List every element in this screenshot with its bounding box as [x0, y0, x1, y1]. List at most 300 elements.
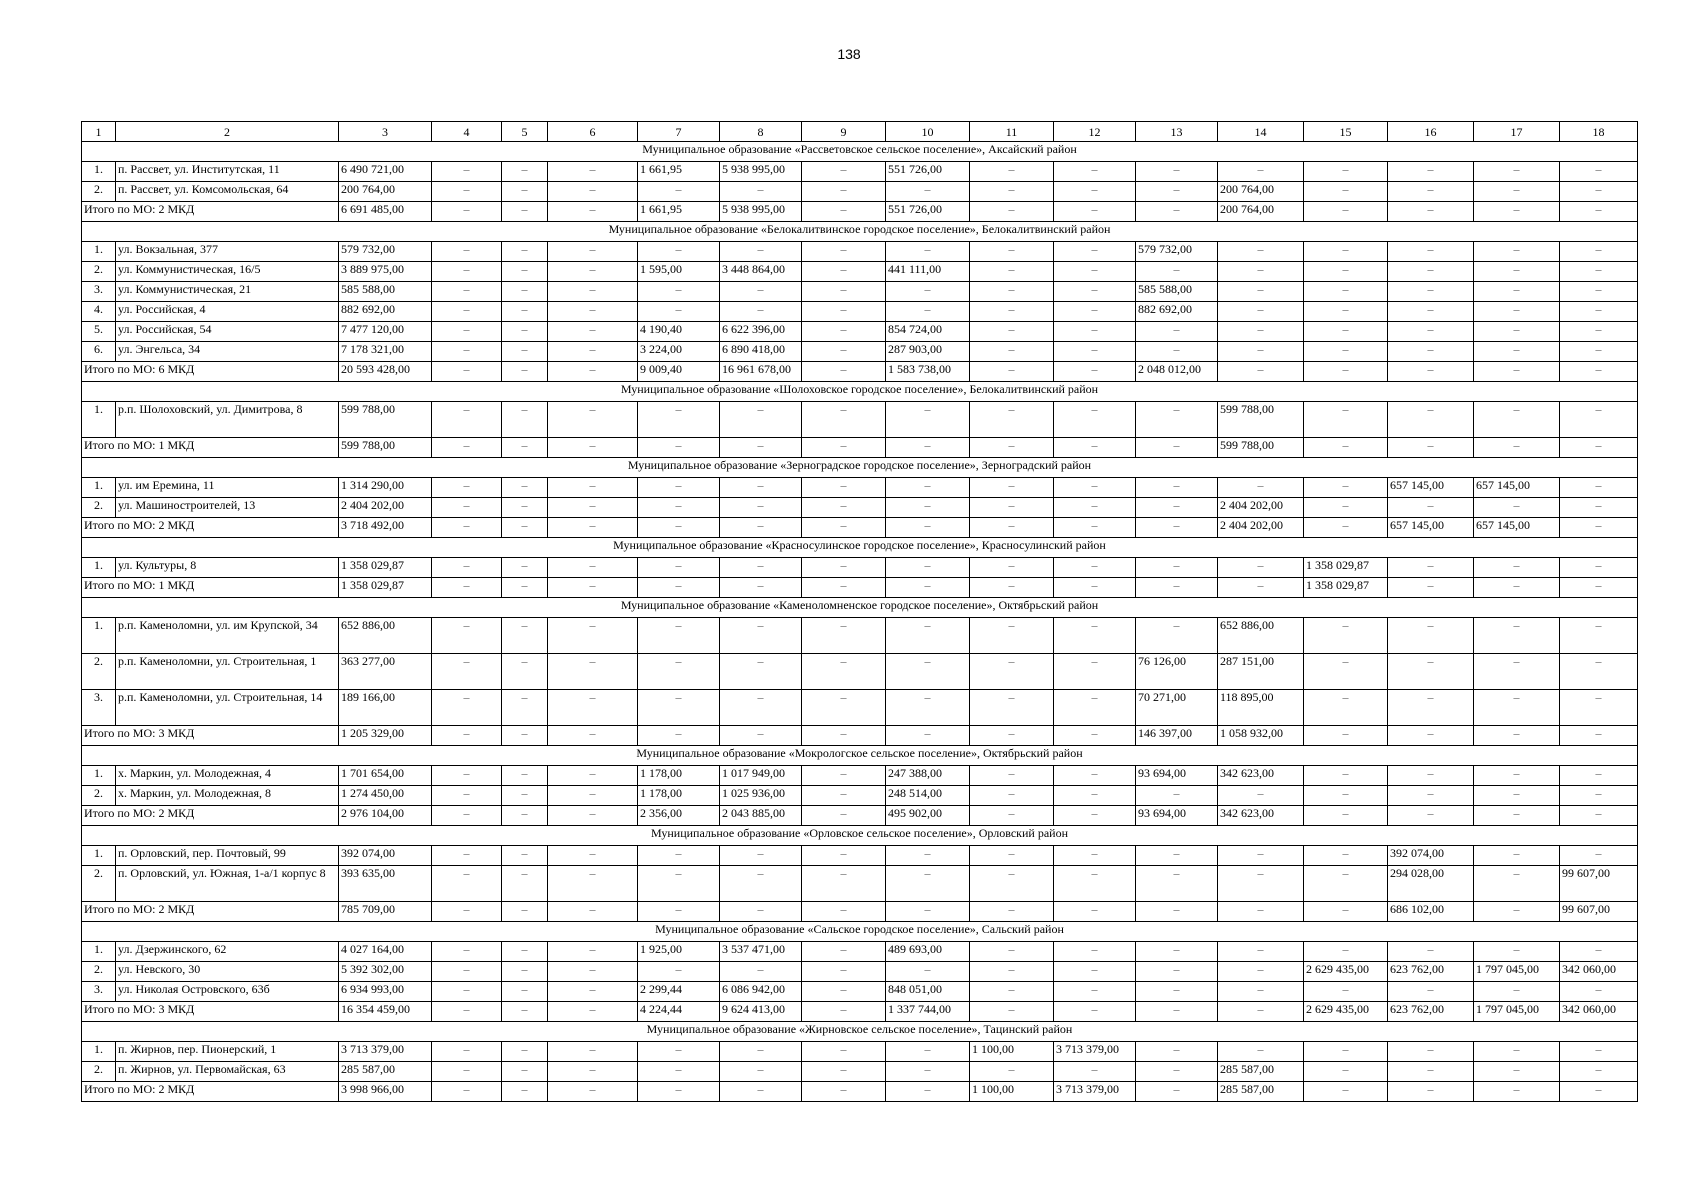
cell-col-3: 7 477 120,00 — [339, 322, 432, 342]
repair-cost-table — [81, 121, 1638, 1102]
total-col-3: 2 976 104,00 — [339, 806, 432, 826]
cell-col-10: – — [886, 618, 970, 654]
cell-col-5: – — [502, 242, 548, 262]
total-col-18: – — [1560, 1082, 1638, 1102]
cell-col-17: – — [1474, 182, 1560, 202]
total-col-4: – — [432, 362, 502, 382]
cell-col-11: – — [970, 982, 1054, 1002]
cell-col-17: – — [1474, 786, 1560, 806]
cell-col-14: 118 895,00 — [1218, 690, 1304, 726]
cell-col-16: – — [1388, 402, 1474, 438]
cell-col-7: – — [638, 618, 720, 654]
cell-col-18: – — [1560, 846, 1638, 866]
total-col-15: – — [1304, 438, 1388, 458]
table-row — [82, 322, 1638, 342]
cell-col-18: – — [1560, 402, 1638, 438]
cell-col-4: – — [432, 942, 502, 962]
cell-col-15: – — [1304, 182, 1388, 202]
cell-col-6: – — [548, 402, 638, 438]
total-col-14: 285 587,00 — [1218, 1082, 1304, 1102]
cell-col-17: 1 797 045,00 — [1474, 962, 1560, 982]
cell-col-10: – — [886, 962, 970, 982]
table-row — [82, 654, 1638, 690]
cell-col-15: – — [1304, 162, 1388, 182]
cell-col-14: – — [1218, 478, 1304, 498]
cell-col-13: – — [1136, 322, 1218, 342]
column-number: 17 — [1474, 122, 1560, 142]
total-col-16: – — [1388, 726, 1474, 746]
total-col-7: 1 661,95 — [638, 202, 720, 222]
total-col-11: – — [970, 726, 1054, 746]
total-label: Итого по МО: 6 МКД — [82, 362, 339, 382]
total-row — [82, 578, 1638, 598]
cell-col-3: 363 277,00 — [339, 654, 432, 690]
cell-col-14: – — [1218, 558, 1304, 578]
building-address: х. Маркин, ул. Молодежная, 8 — [116, 786, 339, 806]
total-col-11: – — [970, 1002, 1054, 1022]
total-col-17: 1 797 045,00 — [1474, 1002, 1560, 1022]
row-number: 4. — [82, 302, 116, 322]
cell-col-10: – — [886, 302, 970, 322]
cell-col-14: – — [1218, 982, 1304, 1002]
column-number: 14 — [1218, 122, 1304, 142]
cell-col-4: – — [432, 242, 502, 262]
cell-col-13: – — [1136, 982, 1218, 1002]
cell-col-12: 3 713 379,00 — [1054, 1042, 1136, 1062]
cell-col-17: 657 145,00 — [1474, 478, 1560, 498]
cell-col-3: 392 074,00 — [339, 846, 432, 866]
cell-col-8: 1 025 936,00 — [720, 786, 802, 806]
total-col-11: – — [970, 438, 1054, 458]
cell-col-3: 189 166,00 — [339, 690, 432, 726]
cell-col-9: – — [802, 182, 886, 202]
cell-col-5: – — [502, 402, 548, 438]
table-row — [82, 302, 1638, 322]
total-col-8: 5 938 995,00 — [720, 202, 802, 222]
cell-col-10: – — [886, 402, 970, 438]
total-col-7: – — [638, 578, 720, 598]
cell-col-6: – — [548, 1062, 638, 1082]
total-col-9: – — [802, 438, 886, 458]
row-number: 1. — [82, 402, 116, 438]
cell-col-6: – — [548, 654, 638, 690]
cell-col-18: – — [1560, 654, 1638, 690]
building-address: х. Маркин, ул. Молодежная, 4 — [116, 766, 339, 786]
total-col-6: – — [548, 438, 638, 458]
cell-col-18: – — [1560, 942, 1638, 962]
cell-col-12: – — [1054, 498, 1136, 518]
cell-col-6: – — [548, 242, 638, 262]
cell-col-8: 6 890 418,00 — [720, 342, 802, 362]
table-row — [82, 402, 1638, 438]
total-col-12: – — [1054, 806, 1136, 826]
section-title: Муниципальное образование «Каменоломненское городское поселение», Октябрьский район — [82, 598, 1638, 618]
cell-col-16: – — [1388, 498, 1474, 518]
cell-col-11: – — [970, 766, 1054, 786]
total-col-15: – — [1304, 726, 1388, 746]
row-number: 2. — [82, 262, 116, 282]
building-address: ул. им Еремина, 11 — [116, 478, 339, 498]
total-label: Итого по МО: 3 МКД — [82, 726, 339, 746]
total-col-13: – — [1136, 438, 1218, 458]
total-col-12: – — [1054, 518, 1136, 538]
total-col-11: – — [970, 578, 1054, 598]
cell-col-6: – — [548, 498, 638, 518]
cell-col-18: 99 607,00 — [1560, 866, 1638, 902]
cell-col-18: – — [1560, 498, 1638, 518]
total-label: Итого по МО: 2 МКД — [82, 1082, 339, 1102]
total-col-11: – — [970, 806, 1054, 826]
cell-col-4: – — [432, 786, 502, 806]
total-col-16: – — [1388, 202, 1474, 222]
cell-col-9: – — [802, 1042, 886, 1062]
cell-col-5: – — [502, 322, 548, 342]
section-title: Муниципальное образование «Орловское сельское поселение», Орловский район — [82, 826, 1638, 846]
cell-col-12: – — [1054, 618, 1136, 654]
total-row — [82, 202, 1638, 222]
total-col-5: – — [502, 202, 548, 222]
cell-col-10: – — [886, 866, 970, 902]
cell-col-4: – — [432, 766, 502, 786]
row-number: 1. — [82, 618, 116, 654]
cell-col-3: 579 732,00 — [339, 242, 432, 262]
cell-col-13: – — [1136, 618, 1218, 654]
cell-col-6: – — [548, 942, 638, 962]
cell-col-10: 248 514,00 — [886, 786, 970, 806]
cell-col-13: – — [1136, 846, 1218, 866]
total-col-7: 2 356,00 — [638, 806, 720, 826]
cell-col-12: – — [1054, 786, 1136, 806]
cell-col-11: – — [970, 866, 1054, 902]
cell-col-5: – — [502, 1062, 548, 1082]
cell-col-9: – — [802, 478, 886, 498]
cell-col-14: – — [1218, 866, 1304, 902]
table-row — [82, 182, 1638, 202]
cell-col-6: – — [548, 846, 638, 866]
section-header-row — [82, 382, 1638, 402]
cell-col-16: – — [1388, 302, 1474, 322]
cell-col-9: – — [802, 982, 886, 1002]
cell-col-18: – — [1560, 242, 1638, 262]
cell-col-18: – — [1560, 558, 1638, 578]
cell-col-10: – — [886, 1062, 970, 1082]
cell-col-5: – — [502, 618, 548, 654]
total-col-8: – — [720, 578, 802, 598]
table-row — [82, 498, 1638, 518]
column-number-row — [82, 122, 1638, 142]
cell-col-6: – — [548, 282, 638, 302]
total-col-13: 146 397,00 — [1136, 726, 1218, 746]
cell-col-14: 652 886,00 — [1218, 618, 1304, 654]
cell-col-6: – — [548, 618, 638, 654]
cell-col-12: – — [1054, 402, 1136, 438]
total-col-13: – — [1136, 518, 1218, 538]
total-col-5: – — [502, 578, 548, 598]
cell-col-9: – — [802, 282, 886, 302]
building-address: п. Орловский, ул. Южная, 1-а/1 корпус 8 — [116, 866, 339, 902]
building-address: ул. Культуры, 8 — [116, 558, 339, 578]
column-number: 1 — [82, 122, 116, 142]
cell-col-12: – — [1054, 982, 1136, 1002]
total-col-17: – — [1474, 902, 1560, 922]
cell-col-16: – — [1388, 282, 1474, 302]
cell-col-8: – — [720, 282, 802, 302]
cell-col-17: – — [1474, 866, 1560, 902]
total-col-18: – — [1560, 202, 1638, 222]
cell-col-10: – — [886, 242, 970, 262]
building-address: р.п. Каменоломни, ул. Строительная, 1 — [116, 654, 339, 690]
cell-col-13: – — [1136, 786, 1218, 806]
cell-col-8: – — [720, 402, 802, 438]
cell-col-16: – — [1388, 618, 1474, 654]
table-row — [82, 942, 1638, 962]
cell-col-15: – — [1304, 982, 1388, 1002]
total-col-6: – — [548, 362, 638, 382]
total-col-8: – — [720, 438, 802, 458]
cell-col-3: 1 358 029,87 — [339, 558, 432, 578]
table-row — [82, 162, 1638, 182]
cell-col-9: – — [802, 766, 886, 786]
cell-col-8: – — [720, 302, 802, 322]
cell-col-18: – — [1560, 302, 1638, 322]
cell-col-18: – — [1560, 786, 1638, 806]
cell-col-17: – — [1474, 1042, 1560, 1062]
cell-col-13: – — [1136, 162, 1218, 182]
cell-col-7: – — [638, 282, 720, 302]
cell-col-15: – — [1304, 866, 1388, 902]
cell-col-15: – — [1304, 342, 1388, 362]
total-col-7: 9 009,40 — [638, 362, 720, 382]
cell-col-14: 285 587,00 — [1218, 1062, 1304, 1082]
column-number: 10 — [886, 122, 970, 142]
column-number: 18 — [1560, 122, 1638, 142]
cell-col-18: – — [1560, 982, 1638, 1002]
cell-col-9: – — [802, 618, 886, 654]
cell-col-4: – — [432, 654, 502, 690]
cell-col-5: – — [502, 654, 548, 690]
cell-col-3: 1 274 450,00 — [339, 786, 432, 806]
cell-col-3: 1 701 654,00 — [339, 766, 432, 786]
cell-col-16: 294 028,00 — [1388, 866, 1474, 902]
cell-col-3: 599 788,00 — [339, 402, 432, 438]
cell-col-7: – — [638, 690, 720, 726]
cell-col-7: 1 925,00 — [638, 942, 720, 962]
total-col-3: 1 358 029,87 — [339, 578, 432, 598]
section-header-row — [82, 826, 1638, 846]
cell-col-9: – — [802, 342, 886, 362]
column-number: 13 — [1136, 122, 1218, 142]
cell-col-12: – — [1054, 242, 1136, 262]
cell-col-13: 579 732,00 — [1136, 242, 1218, 262]
total-col-11: – — [970, 362, 1054, 382]
cell-col-15: – — [1304, 1062, 1388, 1082]
cell-col-8: – — [720, 654, 802, 690]
cell-col-3: 652 886,00 — [339, 618, 432, 654]
row-number: 2. — [82, 182, 116, 202]
cell-col-18: – — [1560, 618, 1638, 654]
cell-col-16: 657 145,00 — [1388, 478, 1474, 498]
section-header-row — [82, 458, 1638, 478]
cell-col-15: – — [1304, 846, 1388, 866]
total-col-15: – — [1304, 1082, 1388, 1102]
total-col-14: – — [1218, 578, 1304, 598]
cell-col-16: – — [1388, 982, 1474, 1002]
total-col-16: 623 762,00 — [1388, 1002, 1474, 1022]
cell-col-11: – — [970, 182, 1054, 202]
total-col-14: 1 058 932,00 — [1218, 726, 1304, 746]
building-address: ул. Российская, 54 — [116, 322, 339, 342]
cell-col-12: – — [1054, 282, 1136, 302]
cell-col-4: – — [432, 866, 502, 902]
cell-col-3: 6 934 993,00 — [339, 982, 432, 1002]
column-number: 15 — [1304, 122, 1388, 142]
total-col-10: – — [886, 438, 970, 458]
total-col-15: 2 629 435,00 — [1304, 1002, 1388, 1022]
cell-col-6: – — [548, 342, 638, 362]
cell-col-4: – — [432, 846, 502, 866]
total-col-5: – — [502, 438, 548, 458]
cell-col-11: – — [970, 786, 1054, 806]
cell-col-5: – — [502, 302, 548, 322]
total-col-15: 1 358 029,87 — [1304, 578, 1388, 598]
cell-col-15: – — [1304, 766, 1388, 786]
cell-col-16: – — [1388, 1062, 1474, 1082]
row-number: 6. — [82, 342, 116, 362]
cell-col-17: – — [1474, 498, 1560, 518]
cell-col-8: – — [720, 618, 802, 654]
cell-col-12: – — [1054, 262, 1136, 282]
cell-col-10: – — [886, 690, 970, 726]
cell-col-14: – — [1218, 282, 1304, 302]
cell-col-12: – — [1054, 942, 1136, 962]
building-address: ул. Российская, 4 — [116, 302, 339, 322]
cell-col-12: – — [1054, 1062, 1136, 1082]
total-col-17: – — [1474, 1082, 1560, 1102]
cell-col-18: 342 060,00 — [1560, 962, 1638, 982]
cell-col-9: – — [802, 962, 886, 982]
total-col-11: – — [970, 518, 1054, 538]
cell-col-16: – — [1388, 942, 1474, 962]
cell-col-18: – — [1560, 182, 1638, 202]
cell-col-4: – — [432, 558, 502, 578]
column-number: 3 — [339, 122, 432, 142]
cell-col-13: 585 588,00 — [1136, 282, 1218, 302]
cell-col-11: – — [970, 162, 1054, 182]
building-address: п. Жирнов, ул. Первомайская, 63 — [116, 1062, 339, 1082]
total-row — [82, 806, 1638, 826]
section-header-row — [82, 598, 1638, 618]
total-col-10: – — [886, 726, 970, 746]
total-col-7: – — [638, 438, 720, 458]
cell-col-5: – — [502, 942, 548, 962]
cell-col-9: – — [802, 402, 886, 438]
row-number: 1. — [82, 162, 116, 182]
row-number: 2. — [82, 498, 116, 518]
total-col-17: – — [1474, 578, 1560, 598]
cell-col-14: 599 788,00 — [1218, 402, 1304, 438]
cell-col-3: 2 404 202,00 — [339, 498, 432, 518]
total-label: Итого по МО: 2 МКД — [82, 202, 339, 222]
cell-col-4: – — [432, 162, 502, 182]
section-title: Муниципальное образование «Жирновское сельское поселение», Тацинский район — [82, 1022, 1638, 1042]
cell-col-18: – — [1560, 1042, 1638, 1062]
total-col-13: – — [1136, 902, 1218, 922]
total-col-8: 16 961 678,00 — [720, 362, 802, 382]
cell-col-18: – — [1560, 262, 1638, 282]
total-col-3: 785 709,00 — [339, 902, 432, 922]
cell-col-7: – — [638, 846, 720, 866]
cell-col-11: – — [970, 342, 1054, 362]
total-col-9: – — [802, 1002, 886, 1022]
cell-col-16: – — [1388, 1042, 1474, 1062]
cell-col-17: – — [1474, 402, 1560, 438]
cell-col-7: – — [638, 182, 720, 202]
cell-col-14: – — [1218, 942, 1304, 962]
total-col-6: – — [548, 518, 638, 538]
cell-col-7: 1 595,00 — [638, 262, 720, 282]
total-col-17: 657 145,00 — [1474, 518, 1560, 538]
cell-col-11: – — [970, 846, 1054, 866]
cell-col-3: 285 587,00 — [339, 1062, 432, 1082]
cell-col-5: – — [502, 282, 548, 302]
cell-col-9: – — [802, 558, 886, 578]
total-col-16: – — [1388, 1082, 1474, 1102]
column-number: 12 — [1054, 122, 1136, 142]
total-col-5: – — [502, 806, 548, 826]
cell-col-13: – — [1136, 962, 1218, 982]
cell-col-4: – — [432, 302, 502, 322]
row-number: 3. — [82, 982, 116, 1002]
cell-col-9: – — [802, 262, 886, 282]
cell-col-12: – — [1054, 322, 1136, 342]
building-address: р.п. Каменоломни, ул. Строительная, 14 — [116, 690, 339, 726]
cell-col-7: 1 661,95 — [638, 162, 720, 182]
cell-col-5: – — [502, 690, 548, 726]
total-col-14: 200 764,00 — [1218, 202, 1304, 222]
section-header-row — [82, 922, 1638, 942]
table-row — [82, 866, 1638, 902]
row-number: 1. — [82, 846, 116, 866]
cell-col-11: – — [970, 402, 1054, 438]
cell-col-7: – — [638, 478, 720, 498]
table-row — [82, 786, 1638, 806]
cell-col-3: 1 314 290,00 — [339, 478, 432, 498]
cell-col-15: – — [1304, 478, 1388, 498]
cell-col-5: – — [502, 962, 548, 982]
cell-col-15: – — [1304, 322, 1388, 342]
table-row — [82, 342, 1638, 362]
total-label: Итого по МО: 3 МКД — [82, 1002, 339, 1022]
cell-col-5: – — [502, 786, 548, 806]
total-label: Итого по МО: 2 МКД — [82, 806, 339, 826]
cell-col-7: – — [638, 962, 720, 982]
table-row — [82, 478, 1638, 498]
cell-col-9: – — [802, 242, 886, 262]
cell-col-4: – — [432, 478, 502, 498]
cell-col-5: – — [502, 262, 548, 282]
cell-col-12: – — [1054, 558, 1136, 578]
cell-col-6: – — [548, 766, 638, 786]
cell-col-11: – — [970, 654, 1054, 690]
cell-col-6: – — [548, 322, 638, 342]
cell-col-8: 6 086 942,00 — [720, 982, 802, 1002]
cell-col-14: 342 623,00 — [1218, 766, 1304, 786]
cell-col-7: – — [638, 242, 720, 262]
cell-col-14: – — [1218, 262, 1304, 282]
cell-col-5: – — [502, 182, 548, 202]
total-col-10: 495 902,00 — [886, 806, 970, 826]
cell-col-11: – — [970, 282, 1054, 302]
